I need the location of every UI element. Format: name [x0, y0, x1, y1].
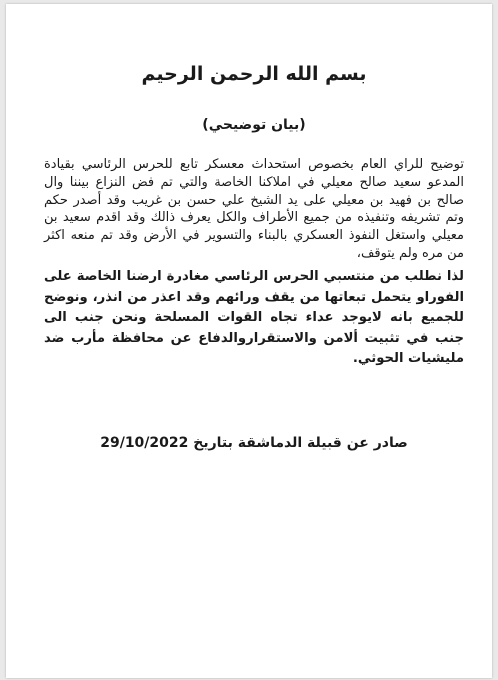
document-page — [6, 4, 492, 678]
statement-subtitle: (بيان توضيحي) — [202, 117, 306, 133]
issuer-and-date: صادر عن قبيلة الدماشقة بتاريخ 29/10/2022 — [100, 435, 408, 451]
statement-body-paragraph: توضيح للراي العام بخصوص استحداث معسكر تابع للحرس الرئاسي بقيادة المدعو سعيد صالح معيلي في املاكنا الخاصة والتي تم فض النزاع بيننا وال صالح بن فهيد بن معيلي على يد الشيخ علي حسن بن غريب وقد أصدر حكم وتم تشريفه وتنفيذه من جميع الأطراف والكل يعرف ذالك وقد اقدم سعيد بن معيلي واستغل النفوذ العسكري بالبناء والتسوير في الأرض وقد تم منعه اكثر من مره ولم يتوقف، — [44, 157, 464, 261]
statement-demand-paragraph: لذا نطلب من منتسبي الحرس الرئاسي مغادرة ارضنا الخاصة على الفوراو يتحمل تبعاتها من يقف ورائهم وقد اعذر من انذر، ونوضح للجميع بانه لايوجد عداء تجاه القوات المسلحة ونحن جنب الى جنب في تثبيت ألامن والاستقراروالدفاع عن محافظة مأرب ضد مليشيات الحوثي. — [44, 269, 464, 366]
basmala-heading: بسم الله الرحمن الرحيم — [141, 63, 367, 85]
